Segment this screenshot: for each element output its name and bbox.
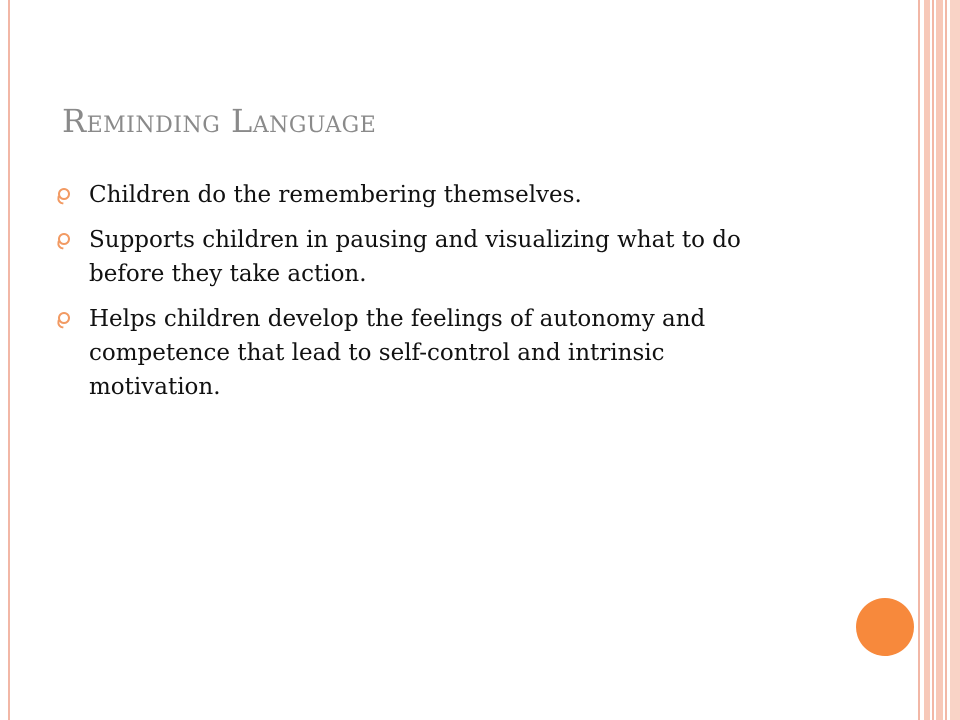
right-stripe <box>932 0 934 720</box>
bullet-item <box>58 223 778 291</box>
right-stripe <box>950 0 960 720</box>
bullet-icon <box>58 312 70 324</box>
bullet-item <box>58 302 778 404</box>
orange-circle-decoration <box>856 598 914 656</box>
bullet-list <box>58 178 778 415</box>
bullet-text: Supports children in pausing and visualizing what to do before they take action. <box>89 227 741 287</box>
right-stripe <box>936 0 943 720</box>
left-border-line <box>8 0 10 720</box>
right-stripe <box>945 0 947 720</box>
right-stripe <box>918 0 920 720</box>
bullet-icon <box>58 188 70 200</box>
bullet-icon <box>58 233 70 245</box>
bullet-text: Children do the remembering themselves. <box>89 182 582 208</box>
bullet-item <box>58 178 778 212</box>
right-stripe <box>924 0 930 720</box>
bullet-text: Helps children develop the feelings of autonomy and competence that lead to self-control and intrinsic motivation. <box>89 306 706 400</box>
slide-title: Reminding Language <box>62 102 377 140</box>
